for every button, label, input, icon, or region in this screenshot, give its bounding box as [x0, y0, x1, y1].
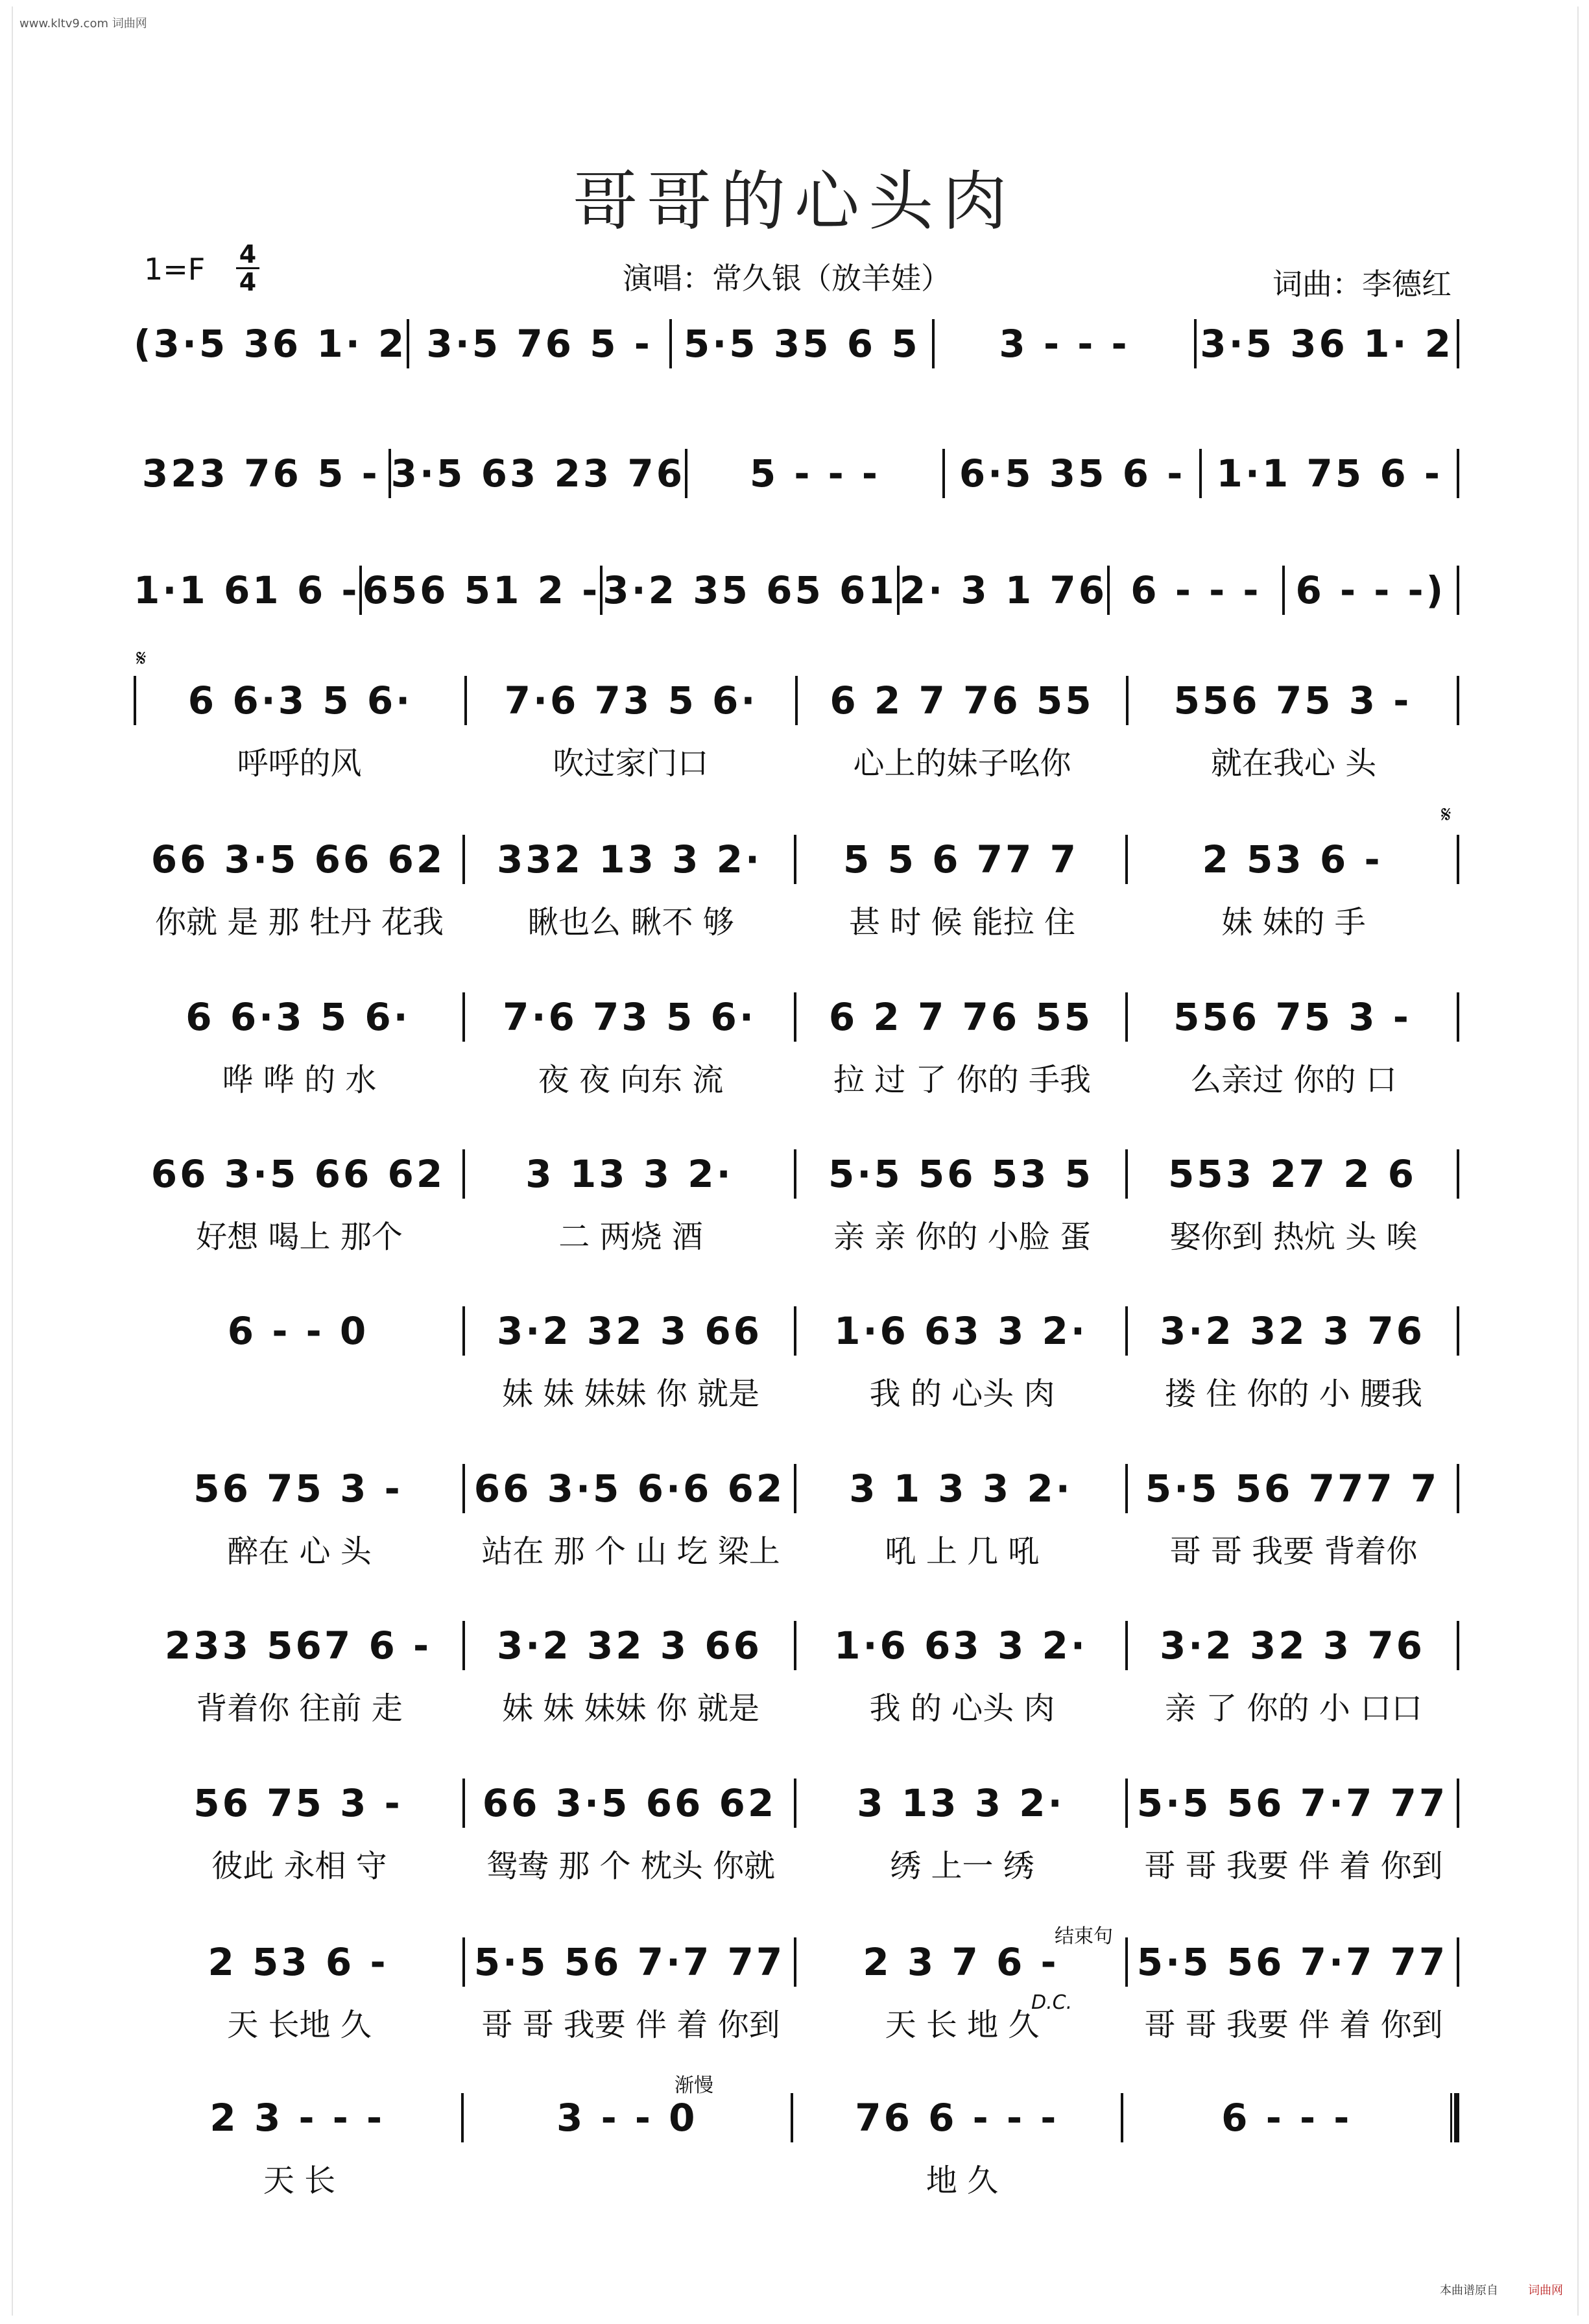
lyrics-row [134, 1526, 1459, 1572]
barline [1457, 566, 1459, 615]
measure: 7·6 73 5 6· [503, 995, 756, 1039]
measure: 1·6 63 3 2· [834, 1309, 1088, 1353]
measure: 2 53 6 - [208, 1940, 388, 1984]
score-system [134, 1305, 1459, 1414]
lyric-segment: 么亲过 你的 口 [1190, 1062, 1397, 1098]
tempo-mark: 渐慢 [675, 2074, 713, 2097]
key-signature: 1=F [144, 252, 206, 287]
barline [1457, 1306, 1459, 1356]
lyric-segment [664, 381, 929, 427]
lyric-segment: 瞅也么 瞅不 够 [527, 904, 734, 940]
lyric-segment [1238, 628, 1459, 673]
lyric-segment: 哥 哥 我要 背着你 [1169, 1533, 1418, 1570]
measure: 332 13 3 2· [496, 837, 763, 881]
score-system [134, 318, 1459, 427]
measure: 553 27 2 6 [1167, 1152, 1417, 1196]
lyric-segment [1194, 511, 1459, 557]
lyric-segment: 哥 哥 我要 伴 着 你到 [1144, 2007, 1443, 2043]
lyric-segment: 站在 那 个 山 圪 梁上 [481, 1533, 780, 1570]
notes-row [134, 675, 1459, 726]
segno-mark-start: 𝄋 [136, 645, 147, 672]
notes-row [134, 318, 1459, 370]
lyric-segment [929, 381, 1194, 427]
barline [1457, 1779, 1459, 1828]
measure: (3·5 36 1· 2 [134, 322, 407, 366]
notes-row [134, 1936, 1459, 1988]
lyric-segment: 呼呼的风 [237, 745, 362, 782]
measure: 2 53 6 - [1202, 837, 1383, 881]
measure: 6 2 7 76 55 [830, 678, 1094, 723]
lyric-segment [134, 381, 399, 427]
measure: 3·5 63 23 76 [390, 451, 686, 496]
lyric-segment: 妹 妹 妹妹 你 就是 [501, 1376, 760, 1412]
lyric-segment: 心上的妹子吆你 [853, 745, 1071, 782]
measure: 2 3 7 6 - [863, 1940, 1059, 1984]
notes-row [134, 1463, 1459, 1515]
lyric-segment: 你就 是 那 牡丹 花我 [154, 904, 444, 940]
measure: 6 - - - [1221, 2096, 1352, 2140]
measure: 5·5 56 7·7 77 [1136, 1940, 1448, 1984]
score-system [134, 448, 1459, 557]
barline [1457, 1621, 1459, 1670]
measure: 656 51 2 - [362, 568, 601, 612]
barline [1457, 1149, 1459, 1199]
footer-note: 本曲谱原自 [1440, 2284, 1498, 2297]
lyric-segment: 吹过家门口 [553, 745, 709, 782]
segno-mark-end: 𝄋 [1441, 802, 1452, 828]
lyric-segment: 搂 住 你的 小 腰我 [1164, 1376, 1423, 1412]
measure: 5·5 56 777 7 [1145, 1467, 1440, 1511]
notes-row [134, 564, 1459, 616]
header-url: www.kltv9.com 词曲网 [19, 17, 147, 30]
measure: 5·5 35 6 5 [683, 322, 920, 366]
measure: 5·5 56 7·7 77 [1136, 1781, 1448, 1825]
measure: 3·2 32 3 76 [1159, 1309, 1426, 1353]
composer-credit: 词曲：李德红 [1272, 267, 1452, 302]
measure: 5·5 56 53 5 [828, 1152, 1094, 1196]
notes-row [134, 1777, 1459, 1829]
measure: 56 75 3 - [193, 1467, 403, 1511]
lyrics-row [134, 1683, 1459, 1729]
ending-label: 结束句 [1055, 1925, 1113, 1948]
measure: 5 5 6 77 7 [843, 837, 1079, 881]
measure: 76 6 - - - [855, 2096, 1059, 2140]
time-signature [233, 241, 262, 295]
lyric-segment: 醉在 心 头 [227, 1533, 372, 1570]
measure: 6 - - 0 [227, 1309, 369, 1353]
lyric-segment: 拉 过 了 你的 手我 [833, 1062, 1092, 1098]
score-system [134, 564, 1459, 673]
measure: 556 75 3 - [1173, 995, 1411, 1039]
lyric-segment [929, 511, 1194, 557]
barline [1457, 676, 1459, 725]
lyric-segment: 绣 上一 绣 [890, 1848, 1034, 1884]
measure: 233 567 6 - [164, 1623, 432, 1668]
song-title: 哥哥的心头肉 [573, 163, 1016, 239]
measure: 6 2 7 76 55 [828, 995, 1093, 1039]
lyric-segment [664, 511, 929, 557]
lyrics-row [134, 1841, 1459, 1886]
measure: 6 6·3 5 6· [187, 678, 413, 723]
lyric-segment [134, 1369, 465, 1414]
lyrics-row [134, 511, 1459, 557]
lyric-segment: 二 两烧 酒 [558, 1219, 703, 1255]
notes-row [134, 1305, 1459, 1357]
measure: 556 75 3 - [1173, 678, 1412, 723]
lyric-segment: 好想 喝上 那个 [196, 1219, 403, 1255]
measure: 3 13 3 2· [525, 1152, 734, 1196]
lyric-segment: 妹 妹的 手 [1221, 904, 1366, 940]
score-system [134, 991, 1459, 1100]
measure: 3·2 35 65 61 [603, 568, 897, 612]
lyric-segment: 娶你到 热炕 头 唉 [1169, 1219, 1418, 1255]
barline [1457, 1464, 1459, 1513]
time-signature-bottom: 4 [239, 268, 257, 296]
lyric-segment: 哗 哗 的 水 [222, 1062, 377, 1098]
lyrics-row [134, 738, 1459, 784]
lyric-segment [465, 2155, 796, 2201]
measure: 6·5 35 6 - [959, 451, 1186, 496]
measure: 6 - - -) [1295, 568, 1446, 612]
lyrics-row [134, 381, 1459, 427]
measure: 323 76 5 - [141, 451, 380, 496]
dc-mark: D.C. [1031, 1991, 1073, 2014]
lyric-segment: 天 长 [263, 2162, 336, 2199]
measure: 66 3·5 6·6 62 [473, 1467, 785, 1511]
lyric-segment: 我 的 心头 肉 [869, 1690, 1055, 1727]
lyric-segment: 地 久 [926, 2162, 999, 2199]
measure: 3·5 36 1· 2 [1200, 322, 1454, 366]
measure: 66 3·5 66 62 [150, 837, 446, 881]
footer-brand: 词曲网 [1528, 2284, 1563, 2297]
score-system [134, 1463, 1459, 1572]
barline [1450, 2093, 1459, 2142]
lyric-segment: 夜 夜 向东 流 [538, 1062, 724, 1098]
singer-credit: 演唱：常久银（放羊娃） [623, 261, 951, 296]
lyric-segment [1128, 2155, 1459, 2201]
score-system [134, 1936, 1459, 2045]
lyric-segment [399, 381, 664, 427]
lyric-segment [1018, 628, 1239, 673]
barline [1457, 835, 1459, 884]
lyric-segment: 天 长地 久 [227, 2007, 372, 2043]
lyrics-row [134, 1212, 1459, 1257]
notes-row [134, 833, 1459, 885]
lyrics-row [134, 2000, 1459, 2045]
notes-row [134, 448, 1459, 499]
measure: 3·5 76 5 - [426, 322, 652, 366]
score-system [134, 1777, 1459, 1886]
lyric-segment: 彼此 永相 守 [211, 1848, 387, 1884]
measure: 6 6·3 5 6· [185, 995, 411, 1039]
lyrics-row [134, 1369, 1459, 1414]
barline [1457, 1937, 1459, 1987]
score-system [134, 833, 1459, 942]
lyric-segment [575, 628, 796, 673]
measure: 3 - - - [999, 322, 1130, 366]
lyric-segment [1194, 381, 1459, 427]
measure: 66 3·5 66 62 [482, 1781, 777, 1825]
measure: 2· 3 1 76 [899, 568, 1108, 612]
lyric-segment: 哥 哥 我要 伴 着 你到 [1144, 1848, 1443, 1884]
barline [1457, 449, 1459, 498]
lyric-segment: 就在我心 头 [1210, 745, 1377, 782]
measure: 3·2 32 3 66 [496, 1309, 763, 1353]
measure: 56 75 3 - [193, 1781, 403, 1825]
measure: 2 3 - - - [209, 2096, 385, 2140]
score-system [134, 1148, 1459, 1257]
lyrics-row [134, 2155, 1459, 2201]
lyric-segment: 哥 哥 我要 伴 着 你到 [481, 2007, 780, 2043]
barline [1457, 319, 1459, 368]
measure: 3·2 32 3 76 [1159, 1623, 1426, 1668]
lyric-segment [399, 511, 664, 557]
lyric-segment: 背着你 往前 走 [196, 1690, 403, 1727]
score-system [134, 2092, 1459, 2201]
lyric-segment [796, 628, 1018, 673]
lyric-segment: 我 的 心头 肉 [869, 1376, 1055, 1412]
measure: 1·1 61 6 - [134, 568, 360, 612]
lyric-segment [355, 628, 576, 673]
lyric-segment: 天 长 地 久 [885, 2007, 1040, 2043]
notes-row [134, 1148, 1459, 1200]
score-system [134, 1620, 1459, 1729]
measure: 7·6 73 5 6· [504, 678, 758, 723]
lyric-segment [134, 628, 355, 673]
score-system [134, 675, 1459, 784]
lyrics-row [134, 897, 1459, 942]
lyric-segment: 亲 亲 你的 小脸 蛋 [833, 1219, 1092, 1255]
time-signature-top: 4 [239, 240, 257, 269]
barline [1457, 992, 1459, 1042]
lyrics-row [134, 1055, 1459, 1100]
measure: 5 - - - [749, 451, 880, 496]
lyric-segment [134, 511, 399, 557]
lyric-segment: 甚 时 候 能拉 住 [848, 904, 1076, 940]
measure: 3 - - 0 [556, 2096, 698, 2140]
measure: 3 1 3 3 2· [849, 1467, 1073, 1511]
lyric-segment: 亲 了 你的 小 口口 [1164, 1690, 1423, 1727]
lyric-segment: 鸳鸯 那 个 枕头 你就 [486, 1848, 776, 1884]
measure: 66 3·5 66 62 [150, 1152, 446, 1196]
lyric-segment: 吼 上 几 吼 [885, 1533, 1040, 1570]
measure: 1·6 63 3 2· [834, 1623, 1088, 1668]
lyrics-row [134, 628, 1459, 673]
notes-row [134, 2092, 1459, 2144]
measure: 3·2 32 3 66 [496, 1623, 763, 1668]
measure: 1·1 75 6 - [1216, 451, 1442, 496]
measure: 3 13 3 2· [857, 1781, 1065, 1825]
measure: 5·5 56 7·7 77 [473, 1940, 785, 1984]
measure: 6 - - - [1130, 568, 1261, 612]
notes-row [134, 1620, 1459, 1671]
notes-row [134, 991, 1459, 1043]
lyric-segment: 妹 妹 妹妹 你 就是 [501, 1690, 760, 1727]
